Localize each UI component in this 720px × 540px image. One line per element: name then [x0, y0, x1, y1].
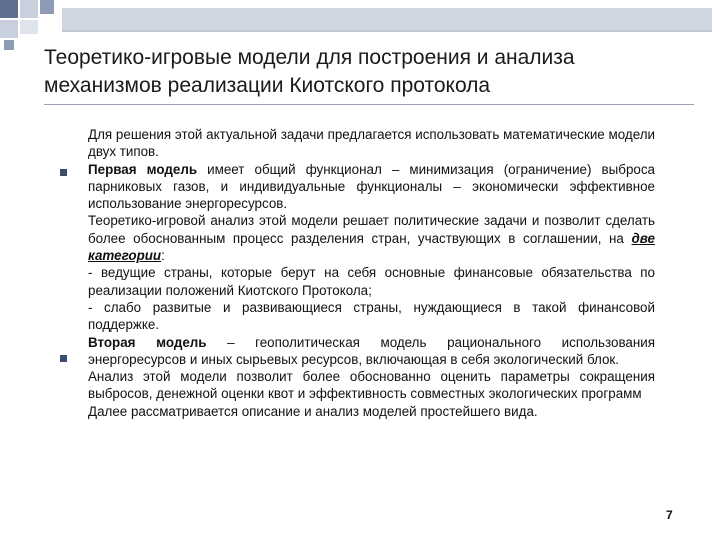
dash-item-developing-countries: - слабо развитые и развивающиеся страны, нуждающиеся в такой финансовой поддержке.	[88, 299, 655, 333]
decor-square	[40, 0, 54, 14]
slide-title-line-1: Теоретико-игровые модели для построения и анализа	[44, 46, 575, 69]
intro-paragraph: Для решения этой актуальной задачи предлагается использовать математические модели двух типов.	[88, 127, 655, 160]
page-number: 7	[666, 508, 673, 522]
dash-item-leading-countries: - ведущие страны, которые берут на себя основные финансовые обязательства по реализации положений Киотского Протокола;	[88, 265, 655, 298]
slide-title	[44, 44, 694, 100]
title-divider	[44, 104, 694, 105]
decor-square	[0, 20, 18, 38]
two-categories-emphasis: две категории	[88, 230, 655, 264]
model1-text: имеет общий функционал – минимизация (ограничение) выброса парниковых газов, и индивидуальные функционалы – экономически эффективное использование энергоресурсов.	[88, 161, 655, 212]
model2-paragraph	[88, 334, 655, 369]
model2-label: Вторая модель	[88, 334, 207, 350]
analysis-paragraph: Анализ этой модели позволит более обоснованно оценить параметры сокращения выбросов, денежной оценки квот и эффективность совместных экологических программ	[88, 369, 655, 402]
decor-square	[20, 20, 38, 34]
game-text: Теоретико-игровой анализ этой модели решает политические задачи и позволит сделать более обоснованным процесс разделения стран, участвующих в соглашении, на	[88, 213, 655, 246]
model1-paragraph	[88, 161, 655, 213]
decor-square	[0, 0, 18, 18]
model1-label: Первая модель	[88, 161, 198, 177]
header-bar	[62, 8, 712, 32]
bullet-marker	[60, 355, 67, 362]
decor-square	[20, 0, 38, 18]
game-text-colon: :	[161, 248, 165, 264]
model2-text: – геополитическая модель рационального использования энергоресурсов и иных сырьевых ресурсов, включающая в себя экологический блок.	[88, 334, 655, 367]
closing-paragraph: Далее рассматривается описание и анализ моделей простейшего вида.	[88, 403, 538, 419]
slide-title-line-2: механизмов реализации Киотского протокола	[44, 74, 491, 97]
game-analysis-paragraph	[88, 212, 655, 264]
bullet-marker	[60, 169, 67, 176]
header-bar-shadow	[62, 30, 712, 32]
slide-body	[88, 126, 655, 420]
decor-square	[4, 40, 14, 50]
